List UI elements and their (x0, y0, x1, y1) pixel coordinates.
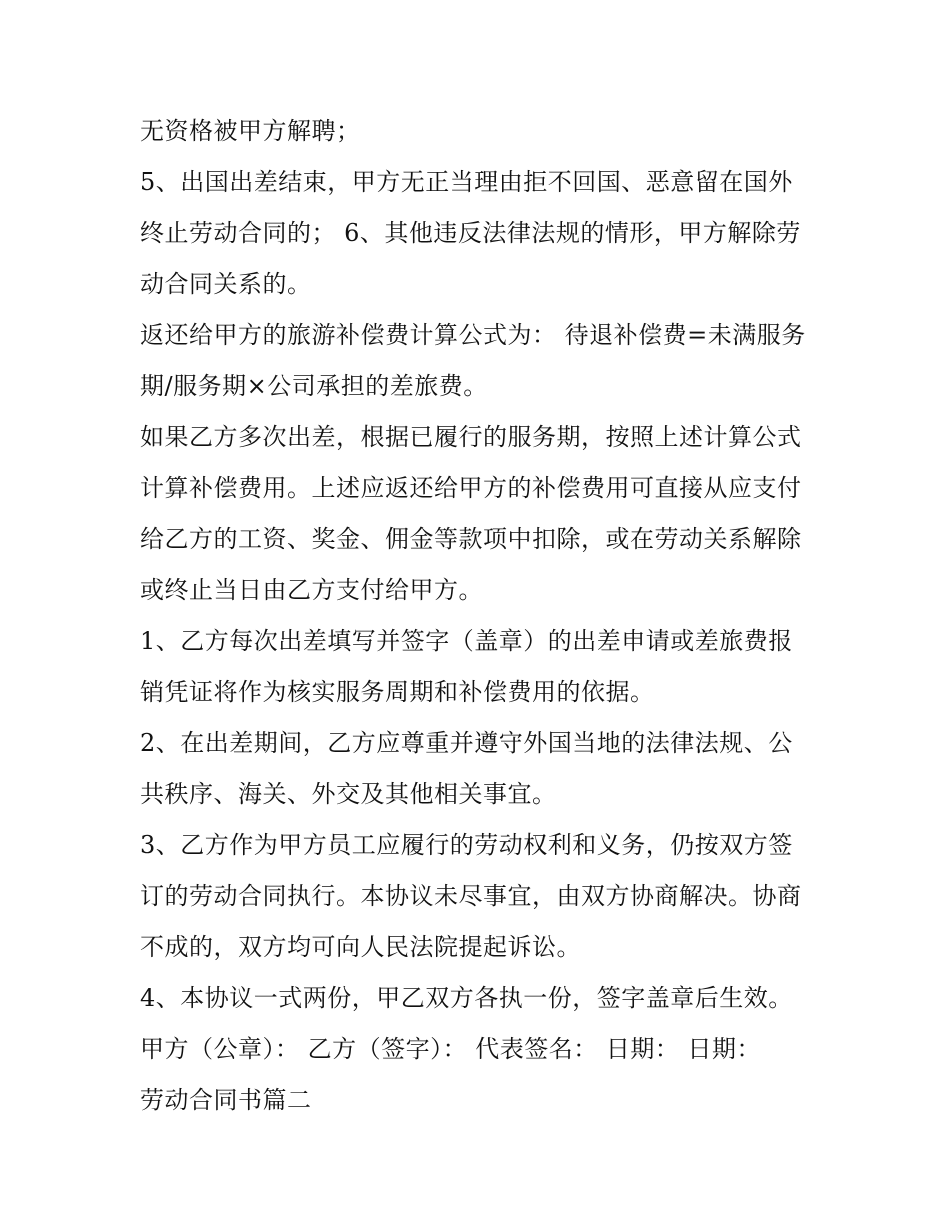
text-line: 或终止当日由乙方支付给甲方。 (140, 576, 483, 604)
text-line: 计算补偿费用。上述应返还给甲方的补偿费用可直接从应支付 (140, 474, 802, 502)
text-line: 订的劳动合同执行。本协议未尽事宜，由双方协商解决。协商 (140, 882, 802, 910)
section-heading: 劳动合同书篇二 (140, 1086, 312, 1114)
text-line: 不成的，双方均可向人民法院提起诉讼。 (140, 933, 581, 961)
signature-line: 甲方（公章）： 乙方（签字）： 代表签名： 日期： 日期： (140, 1035, 762, 1063)
text-line: 1、乙方每次出差填写并签字（盖章）的出差申请或差旅费报 (140, 627, 793, 655)
text-line: 期/服务期×公司承担的差旅费。 (140, 372, 488, 400)
text-line: 销凭证将作为核实服务周期和补偿费用的依据。 (140, 678, 655, 706)
text-line: 共秩序、海关、外交及其他相关事宜。 (140, 780, 557, 808)
text-line: 4、本协议一式两份，甲乙双方各执一份，签字盖章后生效。 (140, 984, 793, 1012)
text-line: 终止劳动合同的； 6、其他违反法律法规的情形，甲方解除劳 (140, 219, 801, 247)
text-line: 返还给甲方的旅游补偿费计算公式为： 待退补偿费=未满服务 (140, 321, 806, 349)
text-line: 5、出国出差结束，甲方无正当理由拒不回国、恶意留在国外 (140, 168, 793, 196)
text-line: 给乙方的工资、奖金、佣金等款项中扣除，或在劳动关系解除 (140, 525, 802, 553)
text-line: 动合同关系的。 (140, 270, 312, 298)
text-line: 3、乙方作为甲方员工应履行的劳动权利和义务，仍按双方签 (140, 831, 793, 859)
text-line: 如果乙方多次出差，根据已履行的服务期，按照上述计算公式 (140, 423, 802, 451)
text-line: 2、在出差期间，乙方应尊重并遵守外国当地的法律法规、公 (140, 729, 793, 757)
document-page (140, 106, 820, 1126)
text-line: 无资格被甲方解聘； (140, 117, 361, 145)
